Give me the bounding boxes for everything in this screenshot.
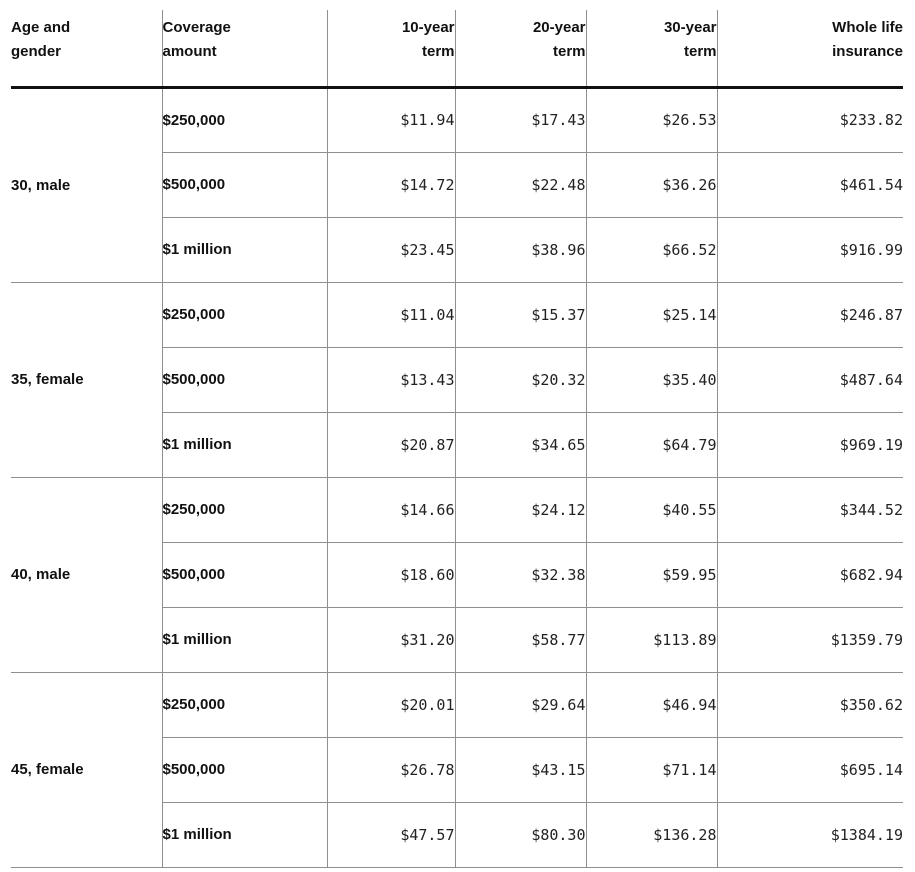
header-30-year-term: 30-year term <box>586 10 717 87</box>
rate-whole-life-cell: $969.19 <box>717 412 903 477</box>
rate-10-year-cell: $14.72 <box>327 152 455 217</box>
rate-30-year-cell: $71.14 <box>586 737 717 802</box>
header-20-year-term: 20-year term <box>455 10 586 87</box>
rate-20-year-cell: $58.77 <box>455 607 586 672</box>
header-whole-life: Whole life insurance <box>717 10 903 87</box>
coverage-amount-cell: $500,000 <box>162 737 327 802</box>
rate-20-year-cell: $22.48 <box>455 152 586 217</box>
rate-10-year-cell: $20.87 <box>327 412 455 477</box>
rate-whole-life-cell: $350.62 <box>717 672 903 737</box>
rate-30-year-cell: $35.40 <box>586 347 717 412</box>
rate-20-year-cell: $38.96 <box>455 217 586 282</box>
rate-30-year-cell: $26.53 <box>586 87 717 152</box>
rate-20-year-cell: $20.32 <box>455 347 586 412</box>
coverage-amount-cell: $500,000 <box>162 347 327 412</box>
table-row <box>11 282 903 347</box>
rate-30-year-cell: $46.94 <box>586 672 717 737</box>
rate-20-year-cell: $43.15 <box>455 737 586 802</box>
age-gender-cell: 45, female <box>11 672 162 867</box>
coverage-amount-cell: $1 million <box>162 607 327 672</box>
rate-10-year-cell: $23.45 <box>327 217 455 282</box>
rate-20-year-cell: $15.37 <box>455 282 586 347</box>
rate-10-year-cell: $26.78 <box>327 737 455 802</box>
coverage-amount-cell: $1 million <box>162 802 327 867</box>
age-gender-cell: 35, female <box>11 282 162 477</box>
rate-30-year-cell: $66.52 <box>586 217 717 282</box>
rate-20-year-cell: $32.38 <box>455 542 586 607</box>
table-row <box>11 87 903 152</box>
age-gender-cell: 40, male <box>11 477 162 672</box>
header-coverage-amount: Coverage amount <box>162 10 327 87</box>
rate-whole-life-cell: $344.52 <box>717 477 903 542</box>
table-header-row <box>11 10 903 87</box>
table-row <box>11 477 903 542</box>
rate-whole-life-cell: $487.64 <box>717 347 903 412</box>
coverage-amount-cell: $250,000 <box>162 477 327 542</box>
rate-10-year-cell: $31.20 <box>327 607 455 672</box>
rate-20-year-cell: $17.43 <box>455 87 586 152</box>
coverage-amount-cell: $250,000 <box>162 87 327 152</box>
rate-10-year-cell: $14.66 <box>327 477 455 542</box>
coverage-amount-cell: $1 million <box>162 217 327 282</box>
rate-whole-life-cell: $246.87 <box>717 282 903 347</box>
coverage-amount-cell: $1 million <box>162 412 327 477</box>
table-row <box>11 672 903 737</box>
rate-20-year-cell: $80.30 <box>455 802 586 867</box>
rate-10-year-cell: $13.43 <box>327 347 455 412</box>
rate-10-year-cell: $11.94 <box>327 87 455 152</box>
rate-whole-life-cell: $682.94 <box>717 542 903 607</box>
coverage-amount-cell: $250,000 <box>162 672 327 737</box>
rate-whole-life-cell: $461.54 <box>717 152 903 217</box>
rate-30-year-cell: $64.79 <box>586 412 717 477</box>
rate-whole-life-cell: $695.14 <box>717 737 903 802</box>
rate-20-year-cell: $24.12 <box>455 477 586 542</box>
rate-20-year-cell: $34.65 <box>455 412 586 477</box>
age-gender-cell: 30, male <box>11 87 162 282</box>
table-body <box>11 87 903 867</box>
rate-whole-life-cell: $1384.19 <box>717 802 903 867</box>
coverage-amount-cell: $500,000 <box>162 542 327 607</box>
rate-10-year-cell: $18.60 <box>327 542 455 607</box>
rate-whole-life-cell: $1359.79 <box>717 607 903 672</box>
life-insurance-rates-table <box>11 10 903 868</box>
header-age-gender: Age and gender <box>11 10 162 87</box>
rate-30-year-cell: $40.55 <box>586 477 717 542</box>
rate-30-year-cell: $59.95 <box>586 542 717 607</box>
rate-20-year-cell: $29.64 <box>455 672 586 737</box>
rate-whole-life-cell: $916.99 <box>717 217 903 282</box>
rate-10-year-cell: $11.04 <box>327 282 455 347</box>
rate-10-year-cell: $47.57 <box>327 802 455 867</box>
coverage-amount-cell: $250,000 <box>162 282 327 347</box>
rate-30-year-cell: $136.28 <box>586 802 717 867</box>
rate-30-year-cell: $113.89 <box>586 607 717 672</box>
coverage-amount-cell: $500,000 <box>162 152 327 217</box>
rate-30-year-cell: $36.26 <box>586 152 717 217</box>
rate-30-year-cell: $25.14 <box>586 282 717 347</box>
rate-whole-life-cell: $233.82 <box>717 87 903 152</box>
header-10-year-term: 10-year term <box>327 10 455 87</box>
rate-10-year-cell: $20.01 <box>327 672 455 737</box>
